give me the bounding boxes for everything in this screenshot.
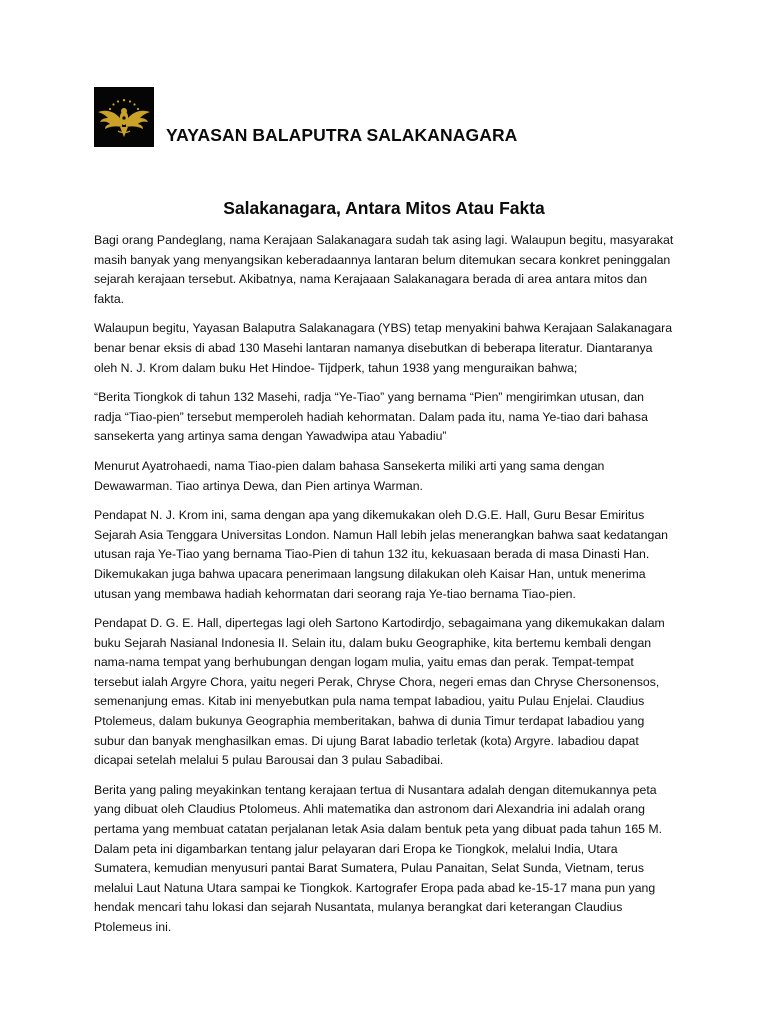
document-body [94,231,674,948]
document-title: Salakanagara, Antara Mitos Atau Fakta [223,198,545,218]
paragraph-2: Walaupun begitu, Yayasan Balaputra Salakanagara (YBS) tetap menyakini bahwa Kerajaan Salakanagara benar benar eksis di abad 130 Masehi lantaran namanya disebutkan di beberapa literatur. Diantaranya oleh N. J. Krom dalam buku Het Hindoe- Tijdperk, tahun 1938 yang menguraikan bahwa; [94,321,673,375]
paragraph-4: Menurut Ayatrohaedi, nama Tiao-pien dalam bahasa Sansekerta miliki arti yang sama dengan Dewawarman. Tiao artinya Dewa, dan Pien artinya Warman. [94,458,605,493]
paragraph-1: Bagi orang Pandeglang, nama Kerajaan Salakanagara sudah tak asing lagi. Walaupun begitu, masyarakat masih banyak yang menyangsikan keberadaannya lantaran belum ditemukan secara konkret peninggalan sejarah kerajaan tersebut. Akibatnya, nama Kerajaaan Salakanagara berada di area antara mitos dan fakta. [94,233,674,306]
paragraph-7: Berita yang paling meyakinkan tentang kerajaan tertua di Nusantara adalah dengan ditemukannya peta yang dibuat oleh Claudius Ptolomeus. Ahli matematika dan astronom dari Alexandria ini adalah orang pertama yang membuat catatan perjalanan letak Asia dalam bentuk peta yang dibuat pada tahun 165 M. Dalam peta ini digambarkan tentang jalur pelayaran dari Eropa ke Tiongkok, melalui India, Utara Sumatera, kemudian menyusuri pantai Barat Sumatera, Pulau Panaitan, Selat Sunda, Vietnam, terus melalui Laut Natuna Utara sampai ke Tiongkok. Kartografer Eropa pada abad ke-15-17 mana pun yang hendak mencari tahu lokasi dan sejarah Nusantata, mulanya berangkat dari keterangan Claudius Ptolemeus ini. [94,782,663,934]
paragraph-5: Pendapat N. J. Krom ini, sama dengan apa yang dikemukakan oleh D.G.E. Hall, Guru Besar Emiritus Sejarah Asia Tenggara Universitas London. Namun Hall lebih jelas menerangkan bahwa saat kedatangan utusan raja Ye-Tiao yang bernama Tiao-Pien di tahun 132 itu, kekuasaan berada di masa Dinasti Han. Dikemukakan juga bahwa upacara penerimaan langsung dilakukan oleh Kaisar Han, untuk menerima utusan yang membawa hadiah kehormatan dari seorang raja Ye-tiao bernama Tiao-pien. [94,508,668,601]
organization-logo [94,87,154,147]
winged-emblem-icon [94,87,154,147]
quote-paragraph: “Berita Tiongkok di tahun 132 Masehi, radja “Ye-Tiao” yang bernama “Pien” mengirimkan utusan, dan radja “Tiao-pien” tersebut memperoleh hadiah kehormatan. Dalam pada itu, nama Ye-tiao dari bahasa sansekerta yang artinya sama dengan Yawadwipa atau Yabadiu” [94,390,648,444]
organization-name: YAYASAN BALAPUTRA SALAKANAGARA [166,125,518,145]
paragraph-6: Pendapat D. G. E. Hall, dipertegas lagi oleh Sartono Kartodirdjo, sebagaimana yang dikemukakan dalam buku Sejarah Nasianal Indonesia II. Selain itu, dalam buku Geographike, kita bertemu kembali dengan nama-nama tempat yang berhubungan dengan logam mulia, yaitu emas dan perak. Tempat-tempat tersebut ialah Argyre Chora, yaitu negeri Perak, Chryse Chora, negeri emas dan Chryse Chersonensos, semenanjung emas. Kitab ini menyebutkan pula nama tempat Iabadiou, yaitu Pulau Enjelai. Claudius Ptolemeus, dalam bukunya Geographia memberitakan, bahwa di dunia Timur terdapat Iabadiou yang subur dan banyak menghasilkan emas. Di ujung Barat Iabadio terletak (kota) Argyre. Iabadiou dapat dicapai setelah melalui 5 pulau Barousai dan 3 pulau Sabadibai. [94,616,665,768]
